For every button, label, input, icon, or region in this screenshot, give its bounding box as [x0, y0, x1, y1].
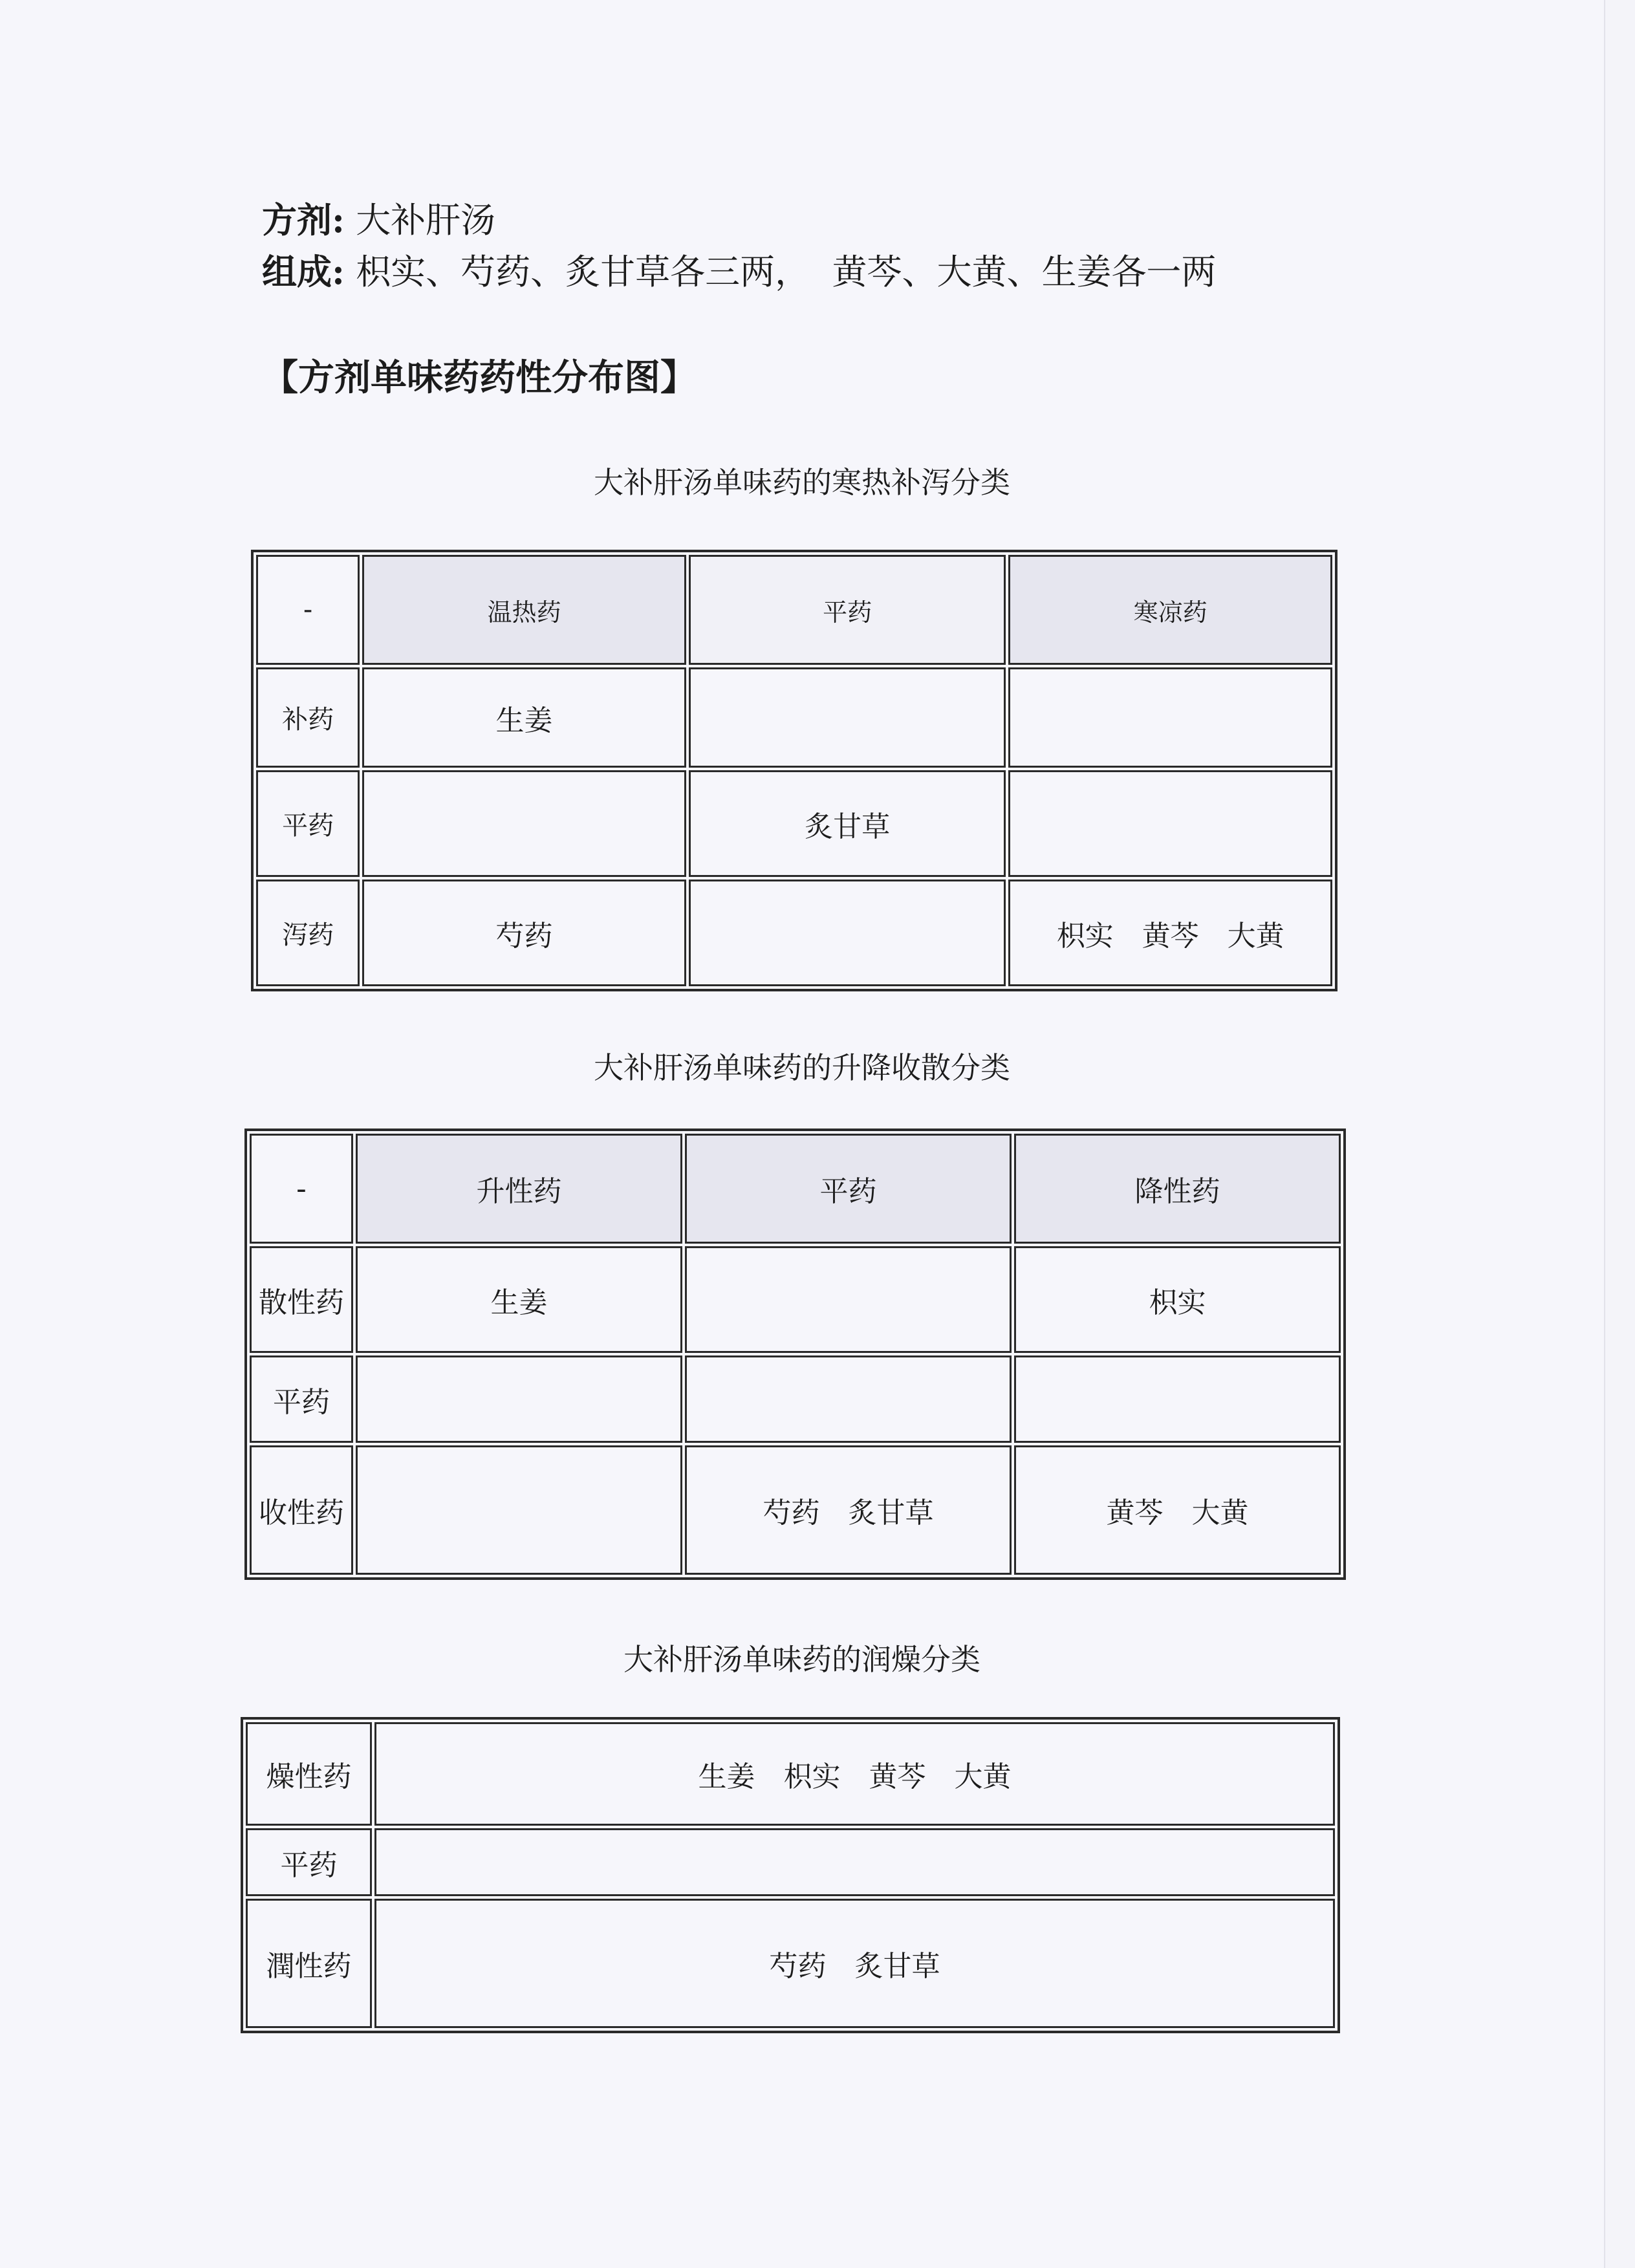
composition-text: 枳实、芍药、炙甘草各三两， 黄芩、大黄、生姜各一两 — [356, 252, 1217, 292]
section-heading: 【方剂单味药药性分布图】 — [262, 356, 697, 399]
table3-row-label: 燥性药 — [246, 1722, 372, 1826]
table1-caption: 大补肝汤单味药的寒热补泻分类 — [594, 465, 1010, 500]
table2-header-neutral: 平药 — [685, 1134, 1012, 1244]
table2-cell — [1014, 1355, 1341, 1443]
ascend-descend-table — [244, 1129, 1346, 1580]
table2-row-label: 收性药 — [250, 1445, 353, 1575]
cold-hot-table — [251, 550, 1337, 991]
table1-row-label: 平药 — [256, 770, 360, 877]
table2-corner: - — [250, 1134, 353, 1244]
table1-row-label: 泻药 — [256, 880, 360, 986]
table1-cell — [689, 667, 1006, 768]
formula-name: 大补肝汤 — [356, 200, 496, 241]
formula-label: 方剂: — [262, 199, 345, 241]
table1-cell — [362, 770, 686, 877]
table2-cell: 黄芩 大黄 — [1014, 1445, 1341, 1575]
table1-cell: 芍药 — [362, 880, 686, 986]
table3-caption: 大补肝汤单味药的润燥分类 — [623, 1642, 980, 1677]
table2-cell: 芍药 炙甘草 — [685, 1445, 1012, 1575]
table1-corner: - — [256, 555, 360, 665]
composition-line — [262, 249, 1216, 295]
table3-row-label: 平药 — [246, 1828, 372, 1896]
table1-cell: 枳实 黄芩 大黄 — [1008, 880, 1332, 986]
table1-cell — [1008, 770, 1332, 877]
table1-header-neutral: 平药 — [689, 555, 1006, 665]
table2-cell — [356, 1445, 682, 1575]
table3-row-label: 潤性药 — [246, 1899, 372, 2028]
table2-cell — [685, 1355, 1012, 1443]
table1-cell — [689, 880, 1006, 986]
table1-cell: 炙甘草 — [689, 770, 1006, 877]
table3-cell: 芍药 炙甘草 — [374, 1899, 1335, 2028]
table1-header-cold: 寒凉药 — [1008, 555, 1332, 665]
table2-header-ascending: 升性药 — [356, 1134, 682, 1244]
table3-cell — [374, 1828, 1335, 1896]
table1-cell — [1008, 667, 1332, 768]
table2-row-label: 散性药 — [250, 1246, 353, 1353]
table1-cell: 生姜 — [362, 667, 686, 768]
table2-row-label: 平药 — [250, 1355, 353, 1443]
composition-label: 组成: — [262, 251, 345, 292]
table2-cell: 生姜 — [356, 1246, 682, 1353]
table1-header-warm: 温热药 — [362, 555, 686, 665]
moist-dry-table — [241, 1717, 1340, 2033]
table2-cell — [356, 1355, 682, 1443]
table3-cell: 生姜 枳实 黄芩 大黄 — [374, 1722, 1335, 1826]
table2-cell — [685, 1246, 1012, 1353]
table1-row-label: 补药 — [256, 667, 360, 768]
formula-line — [262, 197, 495, 243]
table2-header-descending: 降性药 — [1014, 1134, 1341, 1244]
table2-caption: 大补肝汤单味药的升降收散分类 — [594, 1050, 1010, 1085]
table2-cell: 枳实 — [1014, 1246, 1341, 1353]
